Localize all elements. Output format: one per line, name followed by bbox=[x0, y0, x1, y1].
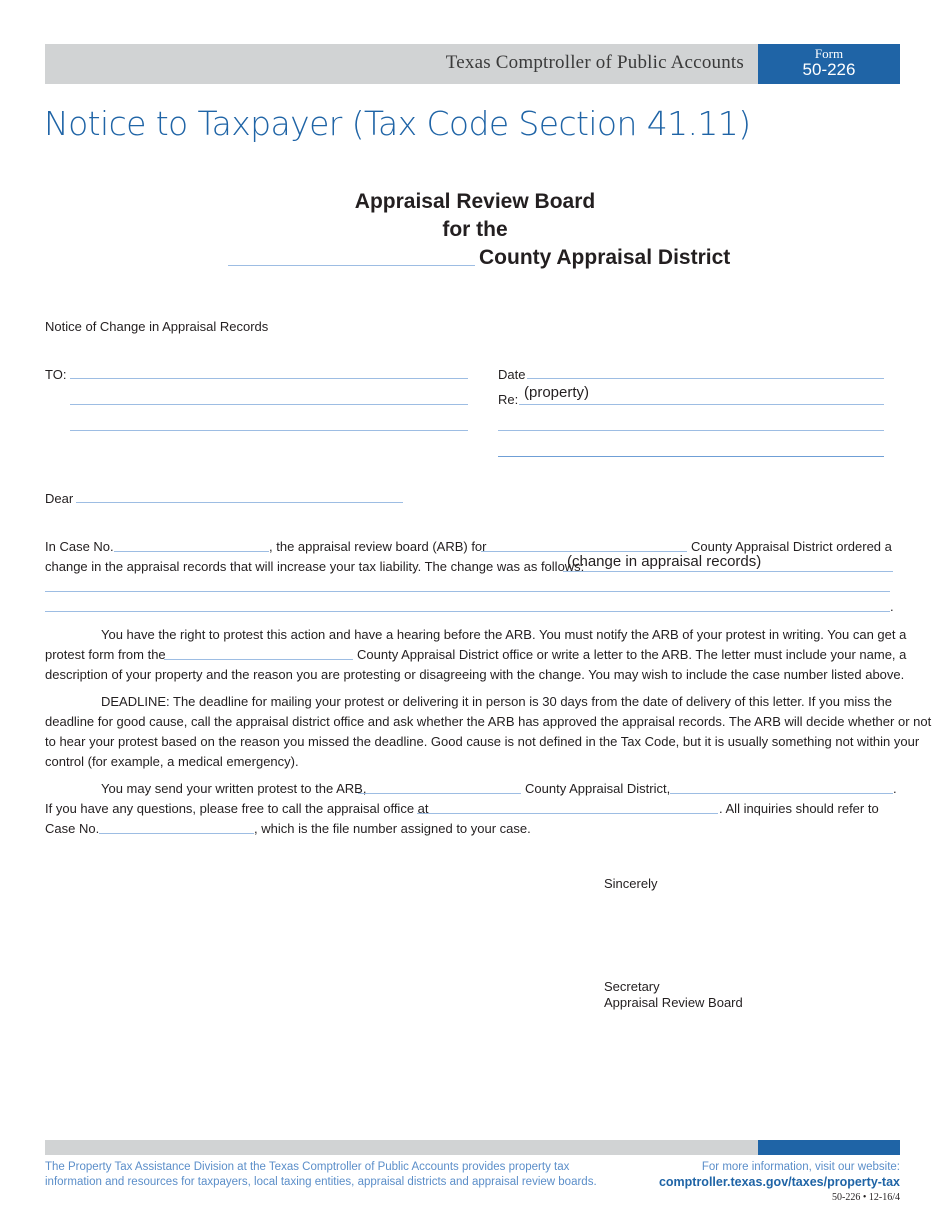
protest-text-4: description of your property and the reason you are protesting or disagreeing with the change. You may wish to include the case number listed above. bbox=[45, 667, 905, 682]
protest-text-3: County Appraisal District office or write a letter to the ARB. The letter must include your name, a bbox=[357, 647, 907, 662]
deadline-text-1: DEADLINE: The deadline for mailing your protest or delivering it in person is 30 days from the date of delivery of this letter. If you miss the bbox=[101, 694, 892, 709]
send-text-7: , which is the file number assigned to your case. bbox=[254, 821, 531, 836]
send-text-5: . All inquiries should refer to bbox=[719, 801, 879, 816]
protest-text-2: protest form from the bbox=[45, 647, 166, 662]
inquiry-case-number-field[interactable] bbox=[99, 833, 254, 834]
change-field-line-1[interactable] bbox=[563, 571, 893, 572]
closing-board: Appraisal Review Board bbox=[604, 995, 743, 1010]
dear-name-field[interactable] bbox=[76, 502, 403, 503]
change-field-line-3[interactable] bbox=[45, 611, 890, 612]
re-field-line-3[interactable] bbox=[498, 456, 884, 457]
deadline-text-2: deadline for good cause, call the appraisal district office and ask whether the ARB has approved the appraisal records. The ARB will decide whether or not bbox=[45, 714, 932, 729]
send-text-1: You may send your written protest to the ARB, bbox=[101, 781, 367, 796]
to-field-line-2[interactable] bbox=[70, 404, 468, 405]
case-number-field[interactable] bbox=[114, 551, 269, 552]
date-field[interactable] bbox=[527, 378, 884, 379]
footer-left-line-1: The Property Tax Assistance Division at the Texas Comptroller of Public Accounts provides property tax bbox=[45, 1161, 570, 1173]
form-number: 50-226 bbox=[802, 60, 856, 79]
protest-district-field[interactable] bbox=[164, 659, 353, 660]
closing-secretary: Secretary bbox=[604, 979, 660, 994]
arb-county-field[interactable] bbox=[481, 551, 687, 552]
case-text-1: In Case No. bbox=[45, 539, 114, 554]
send-arb-field[interactable] bbox=[358, 793, 521, 794]
notice-heading: Notice of Change in Appraisal Records bbox=[45, 319, 269, 334]
to-field-line-3[interactable] bbox=[70, 430, 468, 431]
send-text-2: County Appraisal District, bbox=[525, 781, 671, 796]
county-name-field[interactable] bbox=[228, 265, 475, 266]
send-address-field[interactable] bbox=[670, 793, 893, 794]
board-title: Appraisal Review Board bbox=[354, 190, 596, 213]
re-label: Re: bbox=[498, 392, 519, 407]
re-field-line-2[interactable] bbox=[498, 430, 884, 431]
re-value: (property) bbox=[524, 384, 590, 401]
case-text-2: , the appraisal review board (ARB) for bbox=[269, 539, 487, 554]
agency-name: Texas Comptroller of Public Accounts bbox=[445, 52, 744, 73]
form-number-box bbox=[758, 44, 900, 84]
send-text-4: If you have any questions, please free to call the appraisal office at bbox=[45, 801, 429, 816]
change-value: (change in appraisal records) bbox=[567, 553, 762, 570]
re-field-line-1[interactable] bbox=[519, 404, 884, 405]
deadline-text-3: to hear your protest based on the reason you missed the deadline. Good cause is not defined in the Tax Code, but it is usually something not within your bbox=[45, 734, 920, 749]
page-title: Notice to Taxpayer (Tax Code Section 41.11) bbox=[44, 104, 751, 143]
case-text-3: County Appraisal District ordered a bbox=[691, 539, 892, 554]
closing-sincerely: Sincerely bbox=[604, 876, 658, 891]
footer-accent bbox=[758, 1140, 900, 1155]
county-district-label: County Appraisal District bbox=[479, 246, 731, 269]
change-field-line-2[interactable] bbox=[45, 591, 890, 592]
dear-label: Dear bbox=[45, 491, 74, 506]
phone-field[interactable] bbox=[417, 813, 718, 814]
footer-website-link[interactable]: comptroller.texas.gov/taxes/property-tax bbox=[658, 1175, 900, 1189]
deadline-text-4: control (for example, a medical emergency). bbox=[45, 754, 299, 769]
footer-right-line-1: For more information, visit our website: bbox=[701, 1161, 900, 1173]
footer-bar bbox=[45, 1140, 758, 1155]
footer-description bbox=[45, 1160, 605, 1190]
footer-form-code: 50-226 • 12-16/4 bbox=[832, 1192, 900, 1203]
board-for-the: for the bbox=[442, 218, 508, 241]
footer-info bbox=[659, 1160, 900, 1205]
send-text-6: Case No. bbox=[45, 821, 100, 836]
to-label: TO: bbox=[45, 367, 67, 382]
case-text-4: change in the appraisal records that will increase your tax liability. The change was as follows: bbox=[45, 559, 585, 574]
protest-text-1: You have the right to protest this action and have a hearing before the ARB. You must notify the ARB of your protest in writing. You can get a bbox=[101, 627, 907, 642]
to-field-line-1[interactable] bbox=[70, 378, 468, 379]
date-label: Date bbox=[498, 367, 526, 382]
form-label: Form bbox=[814, 46, 844, 61]
send-text-3: . bbox=[893, 781, 897, 796]
footer-left-line-2: information and resources for taxpayers, local taxing entities, appraisal districts and appraisal review boards. bbox=[45, 1176, 597, 1188]
change-period: . bbox=[890, 599, 894, 614]
